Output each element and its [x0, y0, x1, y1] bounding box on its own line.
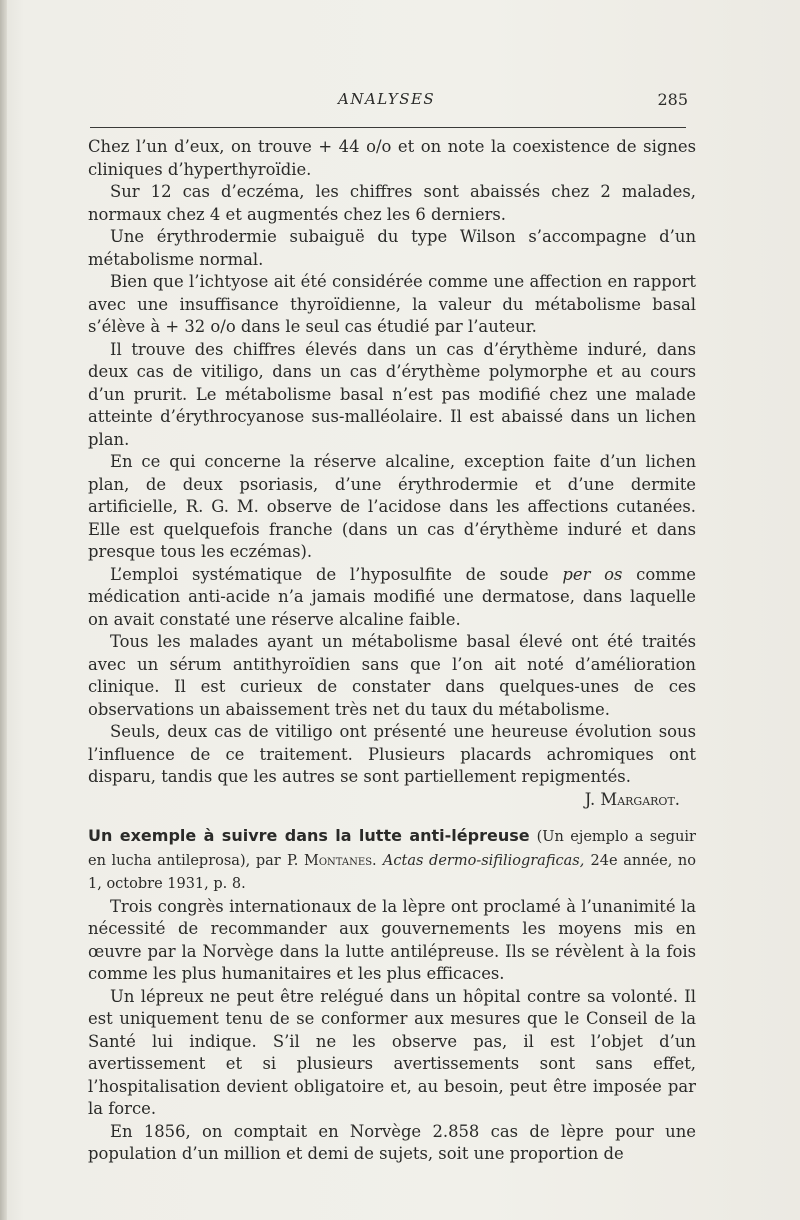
running-title: ANALYSES — [338, 90, 436, 108]
title-translation: (Un ejemplo a seguir en lucha antileprosa), par — [88, 829, 696, 869]
paragraph: Chez l’un d’eux, on trouve + 44 o/o et on note la coexistence de signes cliniques d’hyperthyroïdie. — [88, 137, 696, 179]
page-header — [90, 90, 694, 114]
paragraph: Bien que l’ichtyose ait été considérée comme une affection en rapport avec une insuffisance thyroïdienne, la valeur du métabolisme basal s’élève à + 32 o/o dans le seul cas étudié par l’auteur. — [88, 272, 696, 336]
header-rule — [90, 127, 686, 128]
paragraph: En 1856, on comptait en Norvège 2.858 cas de lèpre pour une population d’un million et demi de sujets, soit une proportion de — [88, 1121, 696, 1163]
paragraph: En ce qui concerne la réserve alcaline, exception faite d’un lichen plan, de deux psoriasis, d’une érythrodermie et d’une dermite artificielle, R. G. M. observe de l’acidose dans les affections cutanées. Elle est quelquefois franche (dans un cas d’érythème induré et dans presque tous les eczémas). — [88, 452, 696, 561]
journal-name: Actas dermo-sifiliograficas, — [382, 852, 585, 869]
page-spine-shadow — [0, 0, 7, 1220]
paragraph-text: comme médication anti-acide n’a jamais modifié une dermatose, dans laquelle on avait constaté une réserve alcaline faible. — [88, 564, 696, 629]
signature-text: J. Margarot. — [584, 789, 680, 809]
paragraph: Tous les malades ayant un métabolisme basal élevé ont été traités avec un sérum antithyroïdien sans que l’on ait noté d’amélioration clinique. Il est curieux de constater dans quelques-unes de ces observations un abaissement très net du taux du métabolisme. — [88, 632, 696, 719]
journal-details: 24e année, no 1, octobre 1931, p. 8. — [88, 852, 696, 892]
article-author: P. Montanes. — [286, 852, 377, 869]
paragraph — [88, 564, 696, 632]
article-title: Un exemple à suivre dans la lutte anti-lépreuse — [88, 826, 530, 845]
article-heading — [88, 825, 696, 896]
paragraph: Sur 12 cas d’eczéma, les chiffres sont abaissés chez 2 malades, normaux chez 4 et augmentés chez les 6 derniers. — [88, 182, 696, 224]
paragraph: Une érythrodermie subaiguë du type Wilson s’accompagne d’un métabolisme normal. — [88, 227, 696, 269]
paragraph: Seuls, deux cas de vitiligo ont présenté une heureuse évolution sous l’influence de ce traitement. Plusieurs placards achromiques ont disparu, tandis que les autres se sont partiellement repigmentés. — [88, 722, 696, 786]
page-number: 285 — [657, 90, 688, 109]
paragraph: Un lépreux ne peut être relégué dans un hôpital contre sa volonté. Il est uniquement tenu de se conformer aux mesures que le Conseil de la Santé lui indique. S’il ne les observe pas, il est l’objet d’un avertissement et si plusieurs avertissements sont sans effet, l’hospitalisation devient obligatoire et, au besoin, peut être imposée par la force. — [88, 986, 696, 1118]
paragraph: Trois congrès internationaux de la lèpre ont proclamé à l’unanimité la nécessité de recommander aux gouvernements les moyens mis en œuvre par la Norvège dans la lutte antilépreuse. Ils se révèlent à la fois comme les plus humanitaires et les plus efficaces. — [88, 896, 696, 983]
italic-phrase: per os — [562, 564, 623, 584]
paragraph-text: L’emploi systématique de l’hyposulfite de soude — [110, 564, 549, 584]
page-body — [88, 136, 696, 1166]
paragraph: Il trouve des chiffres élevés dans un cas d’érythème induré, dans deux cas de vitiligo, dans un cas d’érythème polymorphe et au cours d’un prurit. Le métabolisme basal n’est pas modifié chez une malade atteinte d’érythrocyanose sus-malléolaire. Il est abaissé dans un lichen plan. — [88, 339, 696, 449]
author-signature — [88, 789, 696, 812]
